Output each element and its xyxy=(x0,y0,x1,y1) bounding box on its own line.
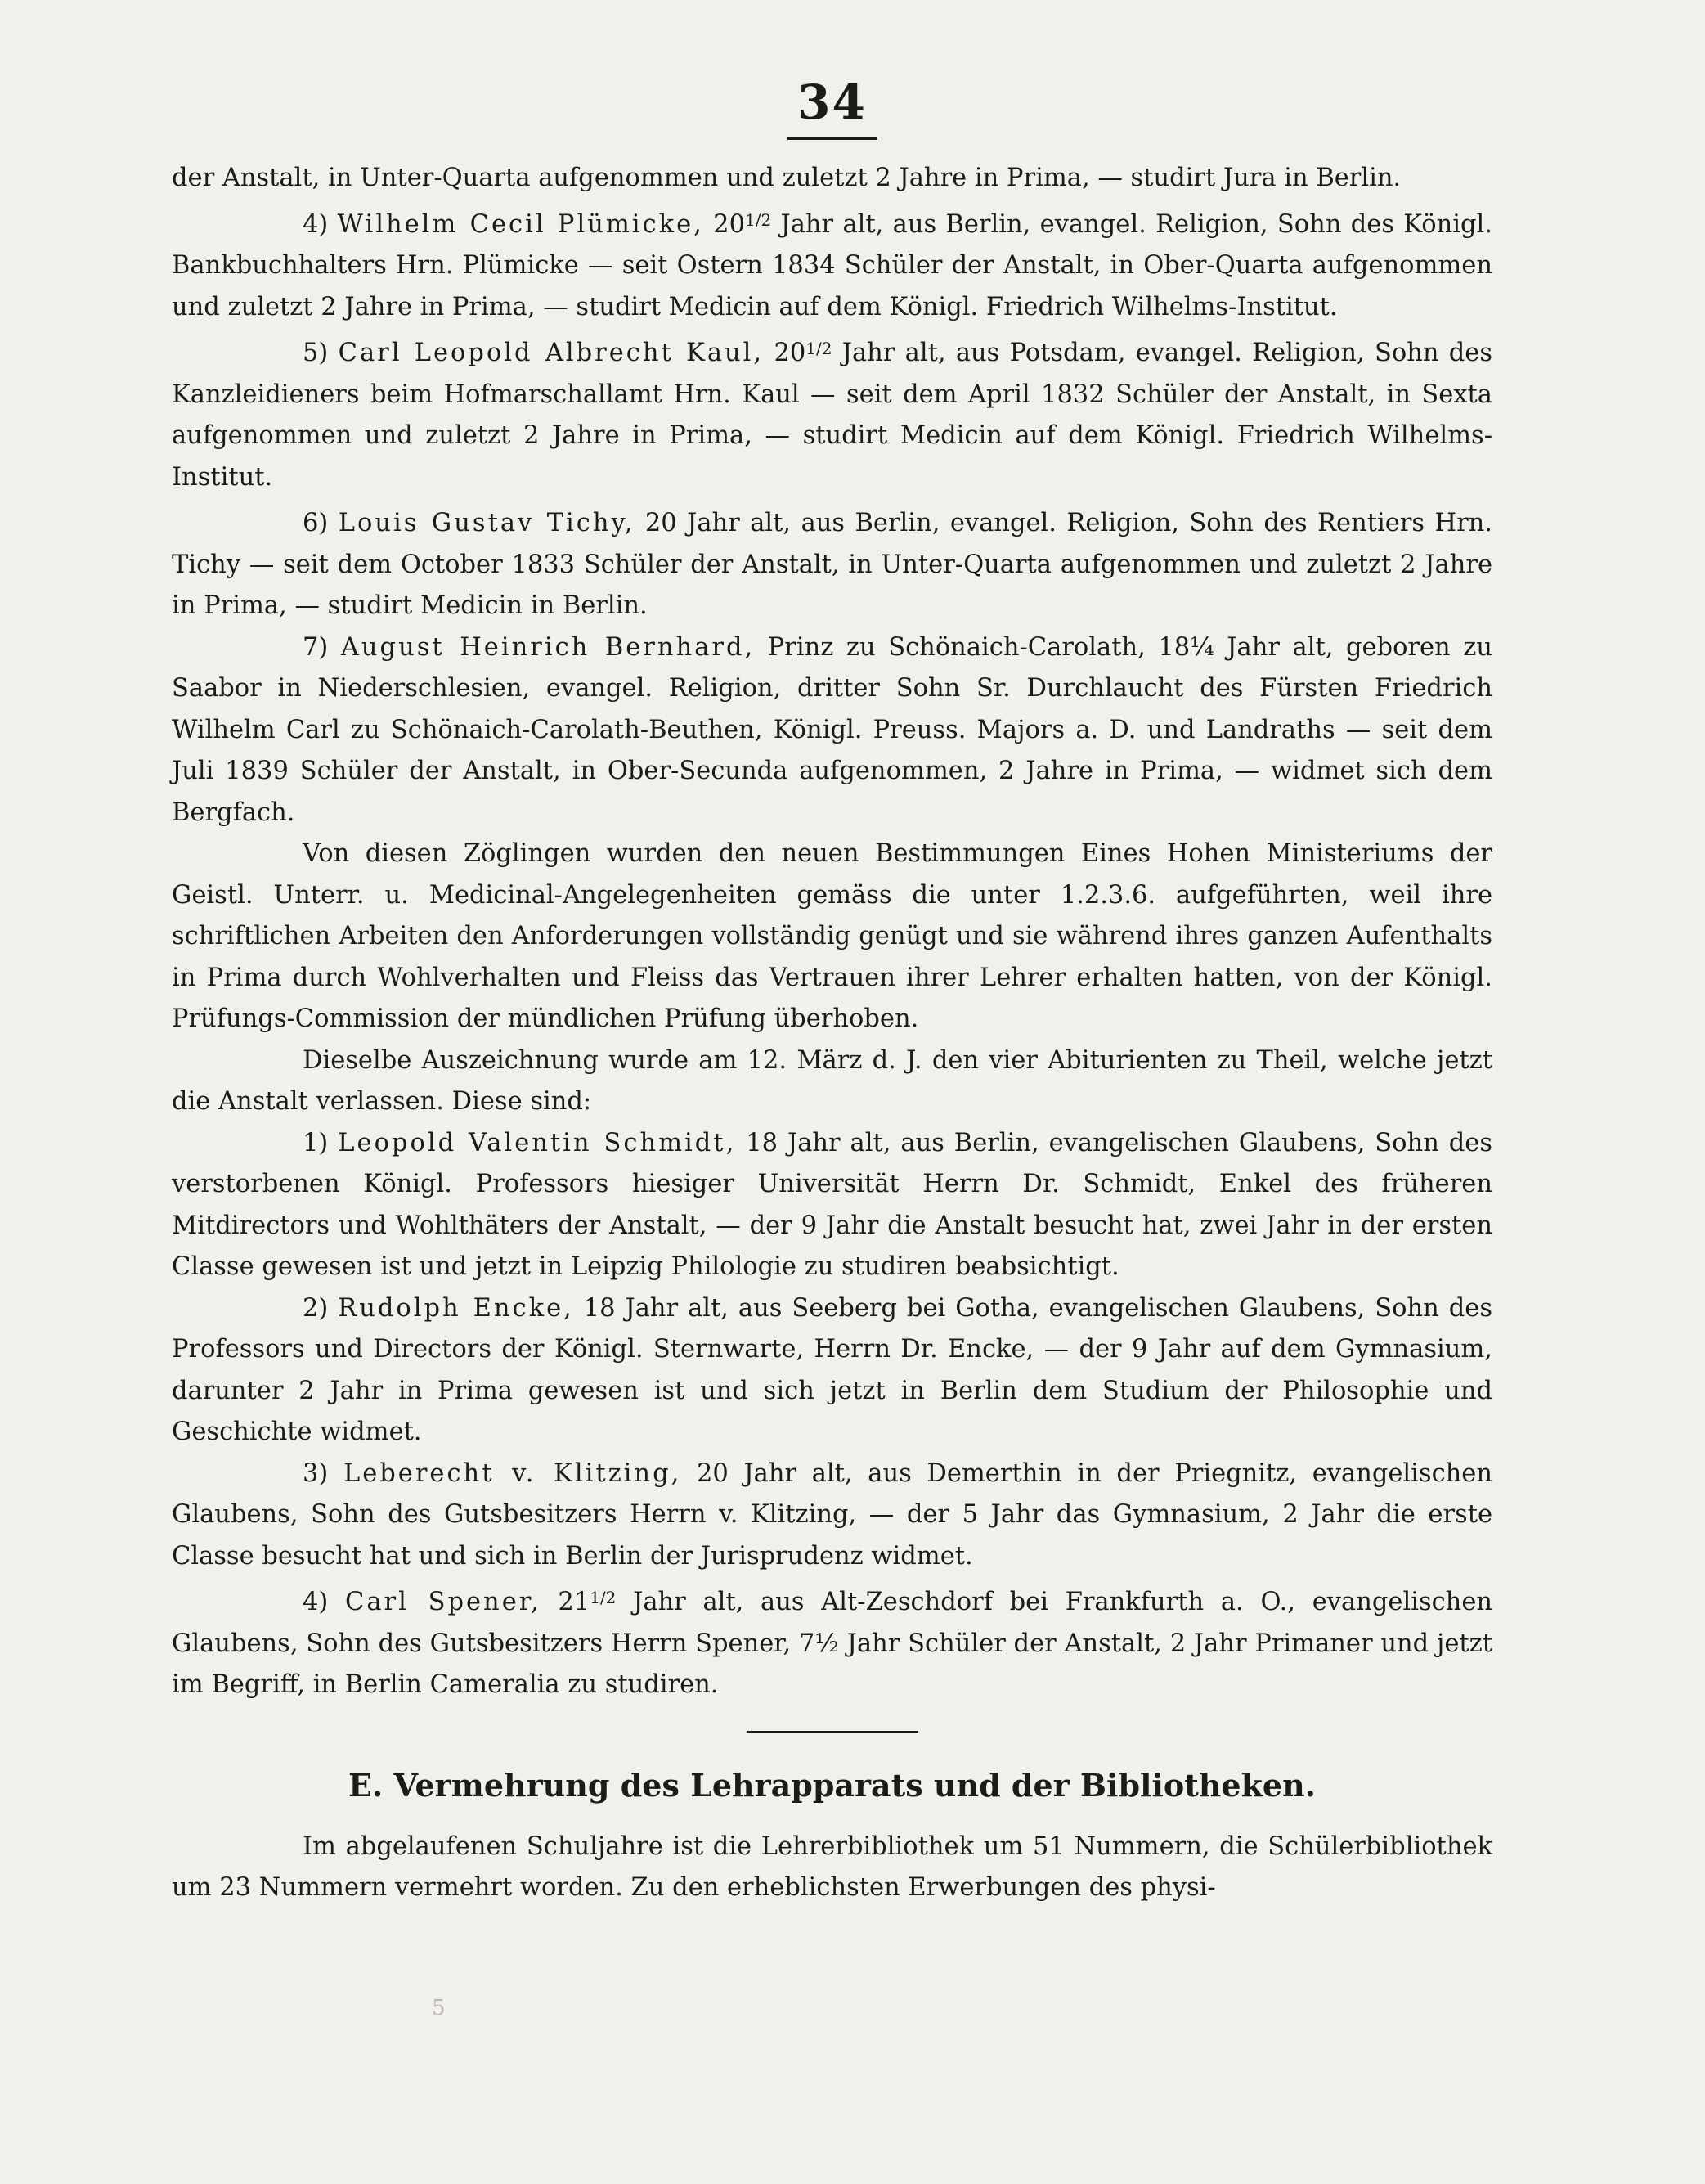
entry-age: 20 xyxy=(774,339,806,367)
entry-age: 20 xyxy=(644,509,677,537)
entry-number: 3) xyxy=(303,1458,329,1488)
entry-text: Jahr alt, aus Alt-Zeschdorf bei Frankfurth a. O., evangelischen Glaubens, Sohn des Gutsbesitzers Herrn Spener, 7½ Jahr Schüler der Anstalt, 2 Jahr Primaner und jetzt im Begriff, in Berlin Cameralia zu studiren. xyxy=(172,1588,1493,1699)
entry-text: Jahr alt, aus Demerthin in der Priegnitz, evangelischen Glaubens, Sohn des Gutsbesitzers Herrn v. Klitzing, — der 5 Jahr das Gymnasium, 2 Jahr die erste Classe besucht hat und sich in Berlin der Jurisprudenz widmet. xyxy=(172,1458,1492,1571)
page-number: 34 xyxy=(797,74,867,130)
list-item xyxy=(172,1123,1492,1288)
entry-name: Leberecht v. Klitzing, xyxy=(343,1458,682,1488)
entry-age: 20 xyxy=(713,209,745,239)
entry-age-fraction: 1/2 xyxy=(590,1588,617,1607)
entry-number: 4) xyxy=(303,1588,329,1616)
entry-name: Carl Spener, xyxy=(345,1588,541,1616)
entry-age: 20 xyxy=(696,1458,729,1488)
entry-text: Prinz zu Schönaich-Carolath, 18¼ Jahr alt, geboren zu Saabor in Niederschlesien, evangel. Religion, dritter Sohn Sr. Durchlaucht des Fürsten Friedrich Wilhelm Carl zu Schönaich-Carolath-Beuthen, Königl. Preuss. Majors a. D. und Landraths — seit dem Juli 1839 Schüler der Anstalt, in Ober-Secunda aufgenommen, 2 Jahre in Prima, — widmet sich dem Bergfach. xyxy=(172,632,1492,827)
entry-text: Jahr alt, aus Berlin, evangel. Religion, Sohn des Rentiers Hrn. Tichy — seit dem October 1833 Schüler der Anstalt, in Unter-Quarta aufgenommen und zuletzt 2 Jahre in Prima, — studirt Medicin in Berlin. xyxy=(172,509,1493,620)
list-item xyxy=(172,498,1492,627)
folio-mark: 5 xyxy=(432,1996,446,2020)
entry-age: 18 xyxy=(746,1128,778,1157)
entry-name: Louis Gustav Tichy, xyxy=(338,509,635,537)
list-item xyxy=(172,1454,1492,1578)
entry-number: 4) xyxy=(303,209,329,239)
page-number-rule xyxy=(787,137,877,140)
entry-name: Rudolph Encke, xyxy=(338,1293,574,1323)
section-heading: E. Vermehrung des Lehrapparats und der Bibliotheken. xyxy=(348,1766,1316,1804)
section-e-paragraph: Im abgelaufenen Schuljahre ist die Lehrerbibliothek um 51 Nummern, die Schülerbibliothek um 23 Nummern vermehrt worden. Zu den erheblichsten Erwerbungen des physi- xyxy=(172,1831,1492,1902)
section-divider xyxy=(747,1731,918,1733)
entry-number: 5) xyxy=(303,339,329,367)
paragraph-exemption: Von diesen Zöglingen wurden den neuen Bestimmungen Eines Hohen Ministeriums der Geistl. Unterr. u. Medicinal-Angelegenheiten gemäss die unter 1.2.3.6. aufgeführten, weil ihre schriftlichen Arbeiten den Anforderungen vollständig genügt und sie während ihres ganzen Aufenthalts in Prima durch Wohlverhalten und Fleiss das Vertrauen ihrer Lehrer erhalten hatten, von der Königl. Prüfungs-Commission der mündlichen Prüfung überhoben. xyxy=(172,839,1492,1033)
list-item xyxy=(172,1288,1492,1454)
intro-fragment: der Anstalt, in Unter-Quarta aufgenommen und zuletzt 2 Jahre in Prima, — studirt Jura in Berlin. xyxy=(172,164,1402,192)
entry-number: 1) xyxy=(303,1128,329,1157)
list-item xyxy=(172,627,1492,834)
list-item xyxy=(172,1577,1492,1706)
entry-age-fraction: 1/2 xyxy=(744,209,772,230)
list-item xyxy=(172,328,1492,498)
entry-text: Jahr alt, aus Seeberg bei Gotha, evangelischen Glaubens, Sohn des Professors und Directors der Königl. Sternwarte, Herrn Dr. Encke, — der 9 Jahr auf dem Gymnasium, darunter 2 Jahr in Prima gewesen ist und sich jetzt in Berlin dem Studium der Philosophie und Geschichte widmet. xyxy=(172,1293,1492,1446)
entry-number: 2) xyxy=(303,1293,329,1323)
entry-text: Jahr alt, aus Berlin, evangelischen Glaubens, Sohn des verstorbenen Königl. Professors hiesiger Universität Herrn Dr. Schmidt, Enkel des früheren Mitdirectors und Wohlthäters der Anstalt, — der 9 Jahr die Anstalt besucht hat, zwei Jahr in der ersten Classe gewesen ist und jetzt in Leipzig Philologie zu studiren beabsichtigt. xyxy=(172,1128,1492,1281)
list-item xyxy=(172,200,1492,329)
entry-number: 7) xyxy=(303,632,329,662)
entry-text: Jahr alt, aus Berlin, evangel. Religion, Sohn des Königl. Bankbuchhalters Hrn. Plümicke — seit Ostern 1834 Schüler der Anstalt, in Ober-Quarta aufgenommen und zuletzt 2 Jahre in Prima, — studirt Medicin auf dem Königl. Friedrich Wilhelms-Institut. xyxy=(172,209,1493,321)
entry-name: Carl Leopold Albrecht Kaul, xyxy=(338,339,765,367)
entry-number: 6) xyxy=(303,509,329,537)
paragraph-distinction: Dieselbe Auszeichnung wurde am 12. März d. J. den vier Abiturienten zu Theil, welche jetzt die Anstalt verlassen. Diese sind: xyxy=(172,1045,1492,1116)
entry-name: Leopold Valentin Schmidt, xyxy=(338,1128,737,1157)
entry-age: 21 xyxy=(558,1588,590,1616)
entry-text: Jahr alt, aus Potsdam, evangel. Religion, Sohn des Kanzleidieners beim Hofmarschallamt Hrn. Kaul — seit dem April 1832 Schüler der Anstalt, in Sexta aufgenommen und zuletzt 2 Jahre in Prima, — studirt Medicin auf dem Königl. Friedrich Wilhelms-Institut. xyxy=(172,339,1493,492)
entry-age-fraction: 1/2 xyxy=(805,339,832,358)
entry-name: Wilhelm Cecil Plümicke, xyxy=(337,209,704,239)
entry-name: August Heinrich Bernhard, xyxy=(340,632,756,662)
entry-age: 18 xyxy=(583,1293,616,1323)
